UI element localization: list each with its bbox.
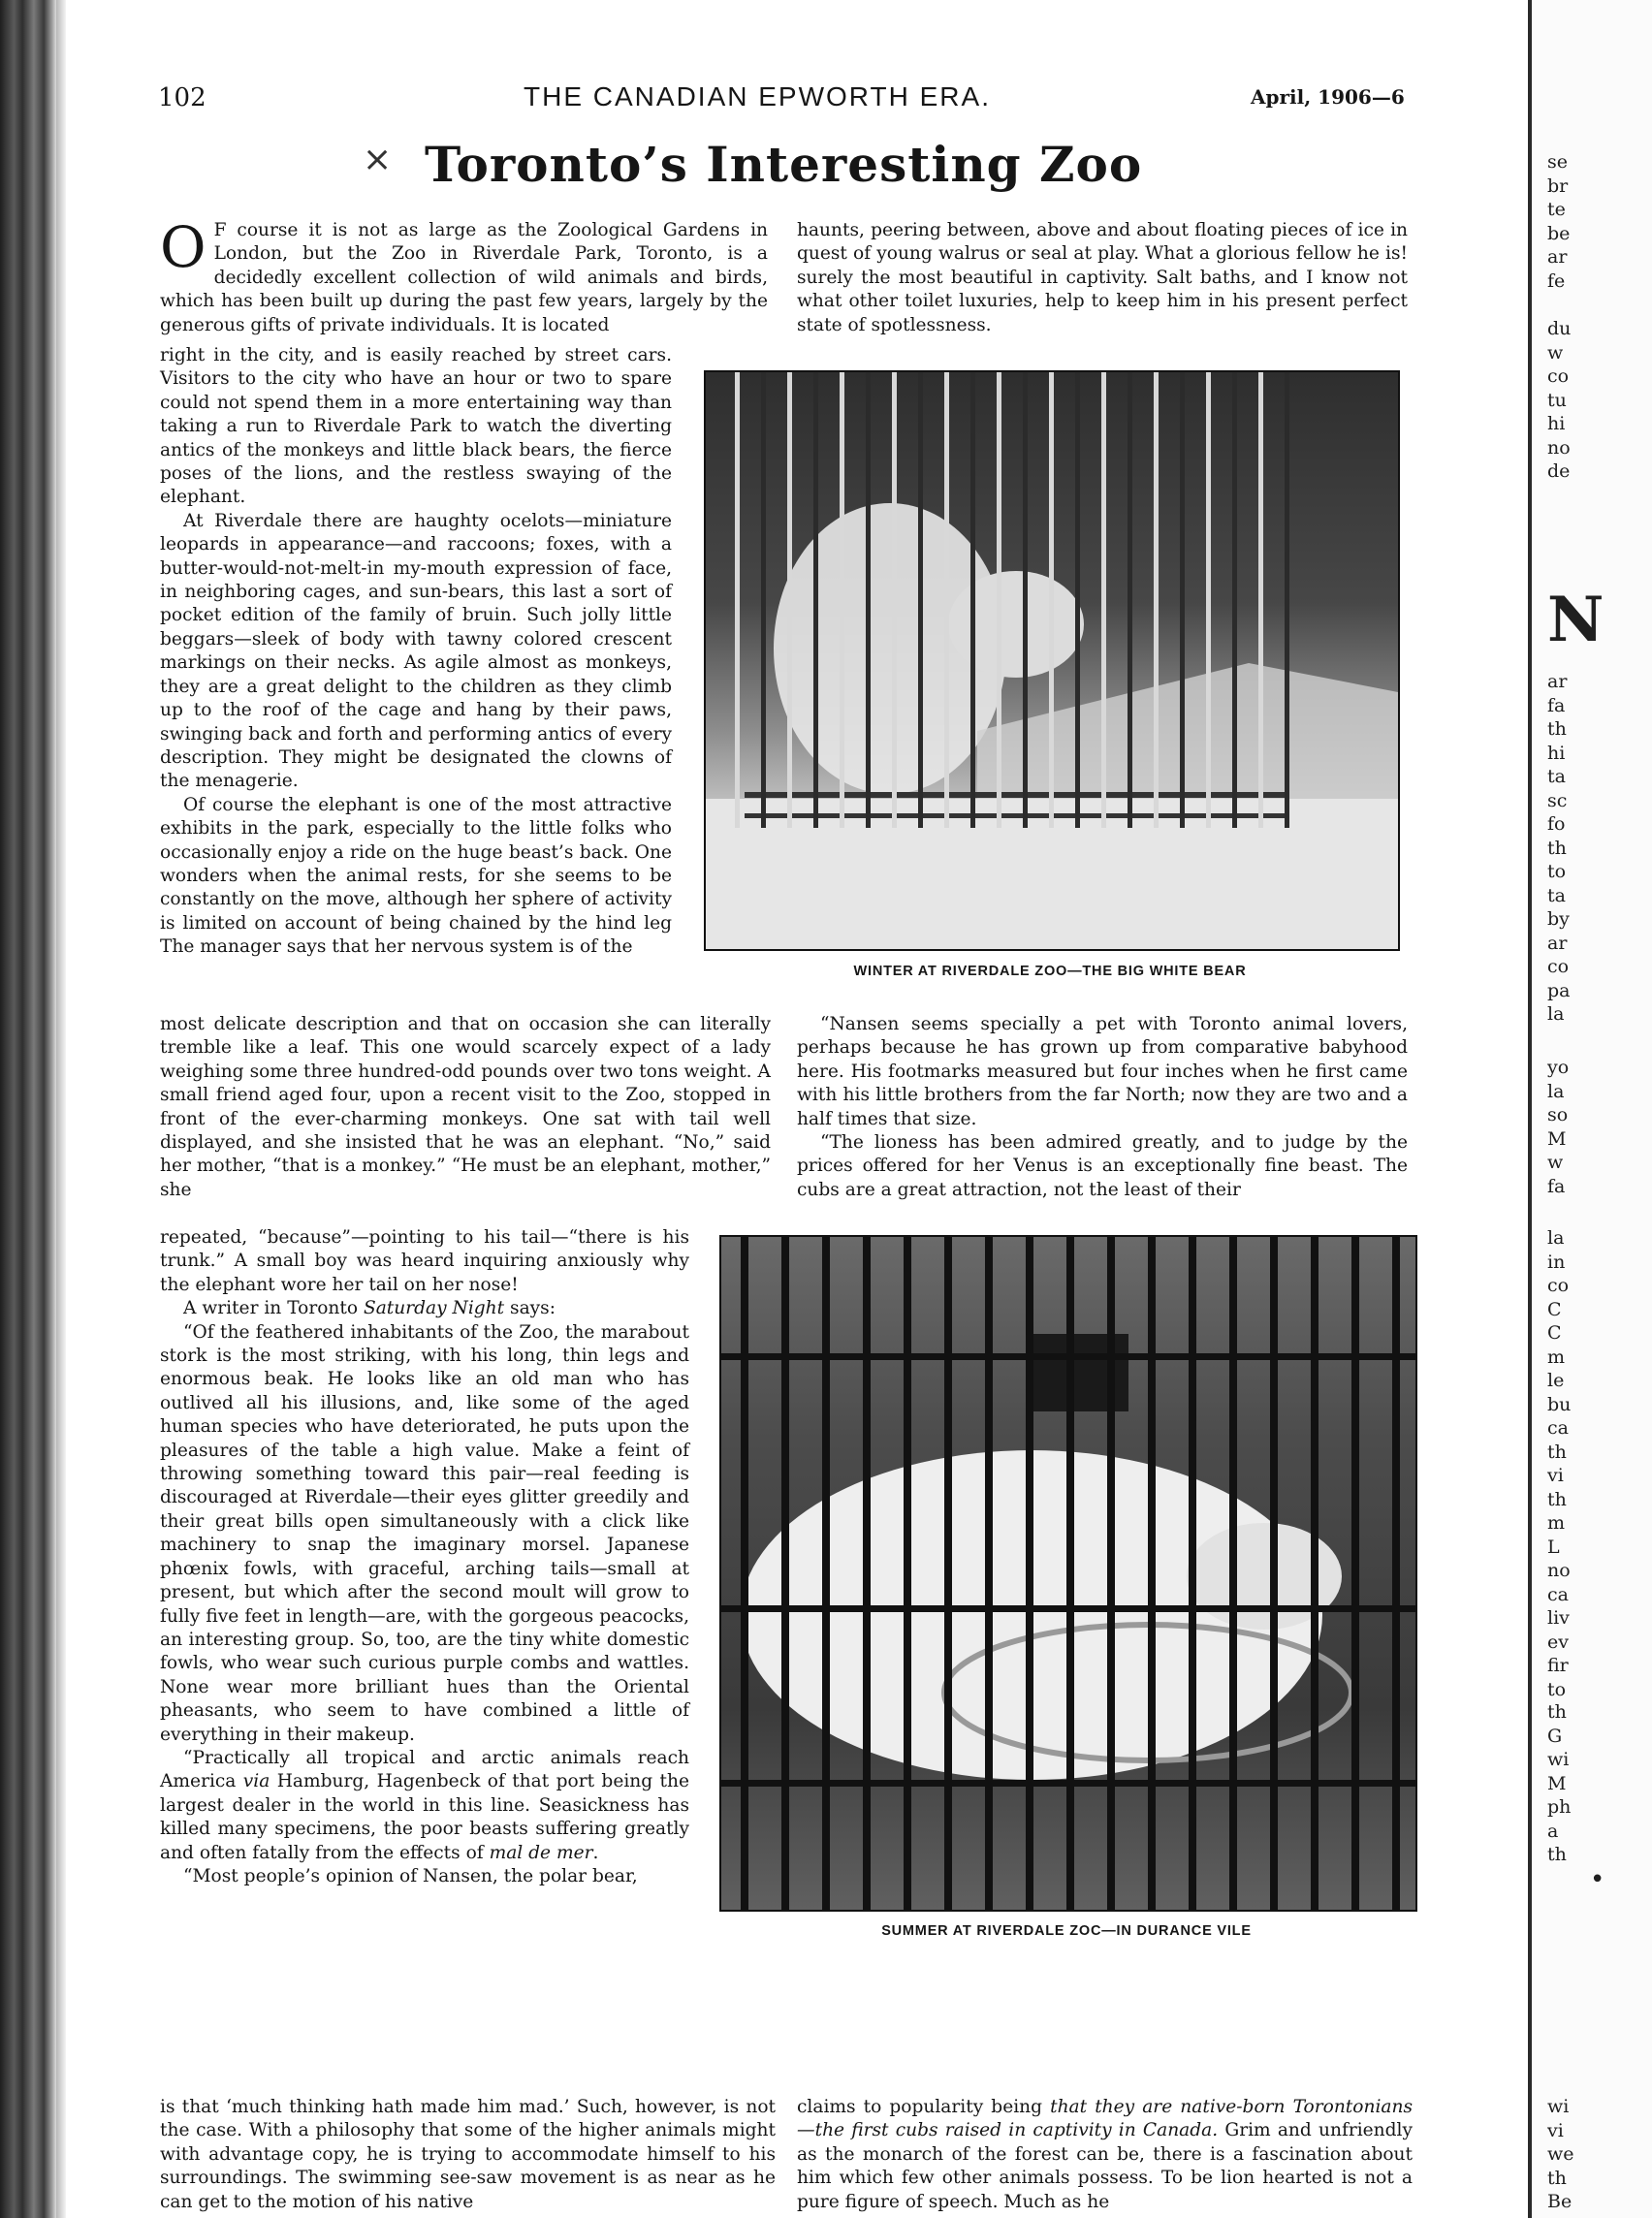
cage-bar: [944, 372, 949, 828]
next-page-fragment: la: [1547, 1003, 1565, 1025]
next-page-fragment: co: [1547, 956, 1570, 977]
cage-bar: [997, 372, 1001, 828]
next-page-fragment: te: [1547, 199, 1566, 220]
drop-cap: O: [160, 214, 206, 280]
next-page-fragment: M: [1547, 1772, 1567, 1794]
cage-crossbar: [721, 1353, 1415, 1360]
next-page-fragment: th: [1547, 1701, 1567, 1723]
next-page-fragment: ar: [1547, 246, 1568, 268]
next-page-fragment: ca: [1547, 1583, 1569, 1605]
next-page-fragment: ca: [1547, 1417, 1569, 1439]
next-page-fragment: no: [1547, 436, 1571, 459]
cage-bar: [735, 372, 740, 828]
next-page-fragment: fo: [1547, 813, 1566, 835]
left-column-top: [160, 214, 768, 337]
next-page-edge: [1532, 0, 1652, 2218]
next-page-fragment: br: [1547, 174, 1569, 197]
cage-bar: [761, 372, 766, 828]
next-page-fragment: m: [1547, 1346, 1566, 1368]
cage-bar: [1206, 372, 1211, 828]
next-page-fragment: ta: [1547, 884, 1566, 906]
paragraph-lioness: “The lioness has been admired greatly, and to judge by the prices offered for her Venus is an exceptionally fine beast. The cubs are a great attraction, not the least of their: [797, 1132, 1408, 1200]
cage-bar: [840, 372, 844, 828]
cage-bar: [1189, 1237, 1196, 1910]
cage-bar: [1023, 372, 1028, 828]
next-page-fragment: ar: [1547, 671, 1568, 692]
cage-bar: [822, 1237, 830, 1910]
cage-bar: [787, 372, 792, 828]
next-page-fragment: yo: [1547, 1057, 1570, 1078]
photo-caption-winter: WINTER AT RIVERDALE ZOO—THE BIG WHITE BEAR: [853, 964, 1247, 979]
left-column-wide: [160, 1013, 771, 1202]
next-page-fragment: w: [1547, 1152, 1564, 1173]
cage-bar: [866, 372, 871, 828]
next-page-fragment: Be: [1547, 2191, 1573, 2212]
next-page-fragment: le: [1547, 1370, 1565, 1391]
photo-summer-polar-bear: [719, 1235, 1417, 1912]
page-edge-shadow: [56, 0, 66, 2218]
next-page-fragment: th: [1547, 837, 1567, 859]
handwritten-x-mark: ×: [363, 140, 393, 179]
next-page-fragment: no: [1547, 1560, 1571, 1581]
next-page-big-letter: N: [1547, 584, 1604, 656]
next-page-fragment: ta: [1547, 766, 1566, 787]
next-page-fragment: tu: [1547, 389, 1567, 411]
cage-bar: [1232, 372, 1237, 828]
cage-bar: [1128, 372, 1132, 828]
next-page-fragment: fa: [1547, 1175, 1566, 1197]
cage-bar: [904, 1237, 911, 1910]
cage-bar: [1270, 1237, 1278, 1910]
cage-bar: [944, 1237, 952, 1910]
next-page-fragment: ar: [1547, 932, 1568, 954]
next-page-fragment: liv: [1547, 1607, 1570, 1629]
cage-bar: [1351, 1237, 1359, 1910]
next-page-fragment: C: [1547, 1298, 1562, 1320]
next-page-fragment: so: [1547, 1104, 1569, 1125]
next-page-fragment: sc: [1547, 789, 1568, 811]
page-number: 102: [158, 83, 206, 112]
paragraph-elephant: Of course the elephant is one of the most attractive exhibits in the park, especially to the little folks who occasionally enjoy a ride on the huge beast’s back. One wonders when the animal rests, for she seems to be constantly on the move, although her sphere of activity is limited on account of being chained by the hind leg The manager says that her nervous system is of the: [160, 794, 672, 958]
binding-scan-edge: [0, 0, 56, 2218]
paragraph-tropical: “Practically all tropical and arctic animals reach America via Hamburg, Hagenbeck of that port being the largest dealer in the world in this line. Seasickness has killed many specimens, the poor beasts suffering greatly and often fatally from the effects of mal de mer.: [160, 1747, 689, 1863]
cage-bar: [863, 1237, 871, 1910]
paragraph-intro-cont: right in the city, and is easily reached by street cars. Visitors to the city who have an hour or two to spare could not spend them in a more entertaining way than taking a run to Riverdale Park to watch the diverting antics of the monkeys and little black bears, the fierce poses of the lions, and the restless swaying of the elephant.: [160, 345, 672, 508]
next-page-fragment: C: [1547, 1322, 1562, 1344]
publication-name: Saturday Night: [363, 1298, 505, 1319]
next-page-fragment: du: [1547, 318, 1572, 339]
next-page-fragment: ev: [1547, 1631, 1569, 1653]
next-page-fragment: to: [1547, 861, 1567, 882]
photo-caption-summer: SUMMER AT RIVERDALE ZOC—IN DURANCE VILE: [881, 1923, 1252, 1939]
cage-illustration-summer: [721, 1237, 1415, 1910]
left-column-narrow: [160, 344, 672, 960]
paragraph-ocelots: At Riverdale there are haughty ocelots—miniature leopards in appearance—and raccoons; foxes, with a butter-would-not-melt-in my-mouth expression of face, in neighboring cages, and sun-bears, this last a sort of pocket edition of the family of bruin. Such jolly little beggars—sleek of body with tawny colored crescent markings on their necks. As agile almost as monkeys, they are a great delight to the children as they climb up to the roof of the cage and hang by their paws, swinging back and forth and performing antics of every description. They might be designated the clowns of the menagerie.: [160, 510, 672, 792]
next-page-fragment: hi: [1547, 413, 1566, 434]
next-page-fragment: th: [1547, 1844, 1567, 1865]
cage-bar: [1107, 1237, 1115, 1910]
cage-crossbar: [721, 1780, 1415, 1787]
paragraph-lion-claims: claims to popularity being that they are native-born Torontonians—the first cubs raised in captivity in Canada. Grim and unfriendly as the monarch of the forest can be, there is a fascination about him which few other animals possess. To be lion hearted is not a pure figure of speech. Much as he: [797, 2097, 1413, 2212]
next-page-fragment: pa: [1547, 979, 1571, 1001]
cage-bar: [781, 1237, 789, 1910]
paragraph-intro: O F course it is not as large as the Zoological Gardens in London, but the Zoo in Riverdale Park, Toronto, is a decidedly excellent collection of wild animals and birds, which has been built up during the past few years, largely by the generous gifts of private individuals. It is located: [160, 214, 768, 335]
right-column-mid: [797, 1013, 1408, 1202]
next-page-fragment: co: [1547, 365, 1570, 387]
paragraph-nansen-pet: “Nansen seems specially a pet with Toronto animal lovers, perhaps because he has grown up from comparative babyhood here. His footmarks measured but four inches when he first came with his little brothers from the far North; now they are two and a half times that size.: [797, 1014, 1408, 1129]
next-page-fragment: hi: [1547, 742, 1566, 764]
cage-bar: [1258, 372, 1263, 828]
next-page-fragment: fa: [1547, 694, 1566, 716]
next-page-fragment: th: [1547, 718, 1567, 740]
next-page-fragment: wi: [1547, 1749, 1570, 1770]
next-page-fragment: bu: [1547, 1393, 1572, 1415]
paragraph-nansen-cont: is that ‘much thinking hath made him mad.’ Such, however, is not the case. With a philosophy that some of the higher animals might with advantage copy, he is trying to accommodate himself to his surroundings. The swimming see-saw movement is as near as he can get to the motion of his native: [160, 2097, 776, 2212]
cage-bar: [1101, 372, 1106, 828]
cage-bar: [813, 372, 818, 828]
article-title: Toronto’s Interesting Zoo: [425, 136, 1143, 193]
next-page-fragment: in: [1547, 1251, 1566, 1273]
publication-header: THE CANADIAN EPWORTH ERA.: [524, 81, 991, 111]
cage-bar: [1229, 1237, 1237, 1910]
photo-winter-polar-bear: [704, 370, 1400, 951]
cage-bar: [741, 1237, 748, 1910]
paragraph-nansen-start: “Most people’s opinion of Nansen, the polar bear,: [183, 1865, 638, 1886]
next-page-fragment: vi: [1547, 1465, 1564, 1486]
left-column-lower: [160, 1226, 689, 1888]
next-page-fragment: a: [1547, 1820, 1559, 1842]
next-page-fragment: wi: [1547, 2096, 1570, 2117]
cage-bar: [1148, 1237, 1156, 1910]
cage-bar: [1075, 372, 1080, 828]
next-page-fragment: de: [1547, 460, 1571, 482]
next-page-fragment: G: [1547, 1725, 1563, 1747]
next-page-fragment: we: [1547, 2143, 1574, 2165]
next-page-fragment: m: [1547, 1512, 1566, 1534]
next-page-fragment: se: [1547, 151, 1568, 173]
cage-crossbar: [721, 1605, 1415, 1612]
next-page-fragment: th: [1547, 1488, 1567, 1510]
next-page-fragment: w: [1547, 341, 1564, 364]
issue-date: April, 1906—6: [1251, 85, 1405, 109]
cage-illustration-winter: [706, 372, 1398, 949]
next-page-fragment: to: [1547, 1678, 1567, 1700]
next-page-fragment: fe: [1547, 269, 1566, 292]
cage-bar: [918, 372, 923, 828]
paragraph-feathered: “Of the feathered inhabitants of the Zoo, the marabout stork is the most striking, with his long, thin legs and enormous beak. He looks like an old man who has outlived all his illusions, and, like some of the aged human species who have deteriorated, he puts upon the pleasures of the table a high value. Make a feint of throwing something toward this pair—real feeding is discouraged at Riverdale—their eyes glitter greedily and their great bills open simultaneously with a click like machinery to snap the imaginary morsel. Japanese phœnix fowls, with graceful, arching tails—small at present, but which after the second moult will grow to fully five feet in length—are, with the gorgeous peacocks, an interesting group. So, too, are the tiny white domestic fowls, who wear such curious purple combs and wattles. None wear more brilliant hues than the Oriental pheasants, who seem to have combined a little of everything in their makeup.: [160, 1321, 689, 1745]
right-column-bottom: [797, 2096, 1413, 2214]
next-page-fragment: M: [1547, 1127, 1567, 1150]
cage-bar: [1392, 1237, 1400, 1910]
next-page-fragment: th: [1547, 1441, 1567, 1463]
left-column-bottom: [160, 2096, 776, 2214]
paragraph-writer: A writer in Toronto Saturday Night says:: [183, 1298, 556, 1319]
paragraph-haunts: haunts, peering between, above and about floating pieces of ice in quest of young walrus or seal at play. What a glorious fellow he is! surely the most beautiful in captivity. Salt baths, and I know not what other toilet luxuries, help to keep him in his present perfect state of spotlessness.: [797, 220, 1408, 335]
paragraph-elephant-end: repeated, “because”—pointing to his tail—“there is his trunk.” A small boy was heard inquiring anxiously why the elephant wore her tail on her nose!: [160, 1227, 689, 1295]
paragraph-elephant-cont: most delicate description and that on occasion she can literally tremble like a leaf. This one would scarcely expect of a lady weighing some three hundred-odd pounds over two tons weight. A small friend aged four, upon a recent visit to the Zoo, stopped in front of the ever-charming monkeys. One sat with tail well displayed, and she insisted that he was an elephant. “No,” said her mother, “that is a monkey.” “He must be an elephant, mother,” she: [160, 1014, 771, 1200]
cage-bar: [1049, 372, 1054, 828]
cage-bar: [1311, 1237, 1318, 1910]
next-page-fragment: la: [1547, 1227, 1565, 1249]
cage-bar: [1154, 372, 1159, 828]
next-page-bullet: •: [1590, 1865, 1605, 1894]
cage-bar: [1026, 1237, 1033, 1910]
cage-bar: [1285, 372, 1289, 828]
cage-bar: [1180, 372, 1185, 828]
cage-bar: [970, 372, 975, 828]
next-page-fragment: by: [1547, 908, 1570, 930]
cage-bar: [985, 1237, 993, 1910]
next-page-fragment: ph: [1547, 1796, 1572, 1818]
cage-bar: [892, 372, 897, 828]
cage-bar: [1066, 1237, 1074, 1910]
next-page-fragment: la: [1547, 1080, 1565, 1102]
next-page-fragment: th: [1547, 2167, 1567, 2189]
next-page-fragment: fir: [1547, 1655, 1569, 1676]
next-page-fragment: L: [1547, 1536, 1560, 1558]
next-page-fragment: co: [1547, 1275, 1570, 1296]
next-page-fragment: be: [1547, 222, 1571, 244]
next-page-fragment: vi: [1547, 2119, 1564, 2141]
right-column-top: [797, 219, 1408, 337]
